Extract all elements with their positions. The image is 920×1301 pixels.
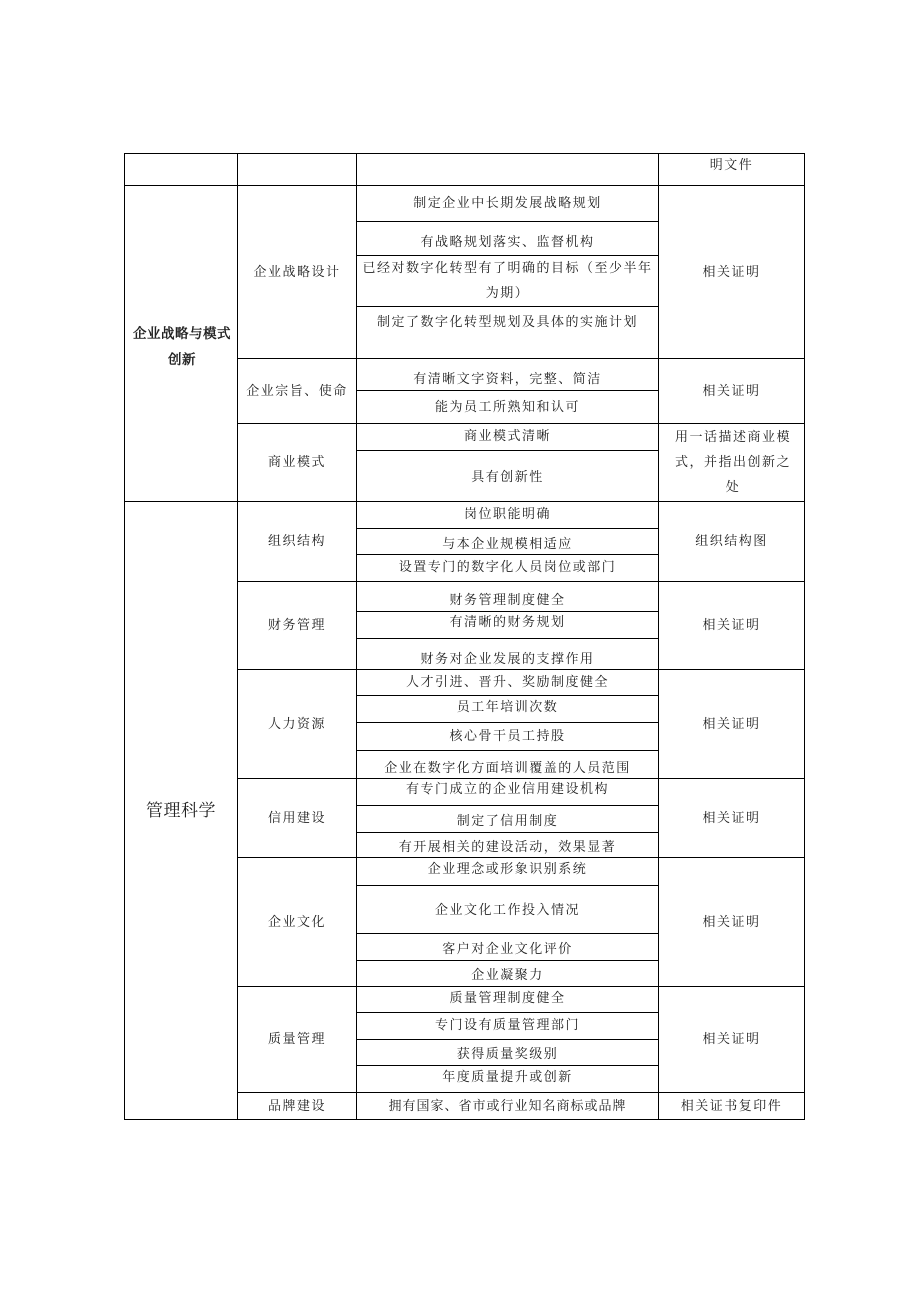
category-label: 管理科学 bbox=[146, 800, 216, 821]
criteria-item: 有清晰文字资料，完整、简洁 bbox=[413, 371, 602, 387]
criteria-item: 有专门成立的企业信用建设机构 bbox=[405, 781, 609, 797]
evidence-label: 用一话描述商业模式，并指出创新之处 bbox=[674, 430, 791, 495]
table-rule bbox=[356, 885, 659, 886]
criteria-item: 能为员工所熟知和认可 bbox=[434, 399, 580, 415]
criteria-item: 获得质量奖级别 bbox=[456, 1046, 559, 1062]
criteria-item: 有清晰的财务规划 bbox=[449, 614, 566, 630]
evidence-label: 相关证明 bbox=[702, 264, 761, 280]
table-rule bbox=[356, 450, 659, 451]
criteria-item: 客户对企业文化评价 bbox=[442, 941, 573, 957]
evidence-label: 相关证明 bbox=[702, 810, 761, 826]
table-rule bbox=[356, 695, 659, 696]
criteria-item: 企业理念或形象识别系统 bbox=[427, 861, 588, 877]
criteria-item: 专门设有质量管理部门 bbox=[434, 1017, 580, 1033]
criteria-item: 拥有国家、省市或行业知名商标或品牌 bbox=[388, 1098, 627, 1114]
table-rule bbox=[237, 358, 805, 359]
criteria-item: 商业模式清晰 bbox=[463, 428, 551, 444]
subcategory-label: 品牌建设 bbox=[267, 1098, 326, 1114]
criteria-item: 企业在数字化方面培训覆盖的人员范围 bbox=[384, 760, 631, 776]
table-rule bbox=[237, 857, 805, 858]
table-rule bbox=[237, 778, 805, 779]
criteria-item: 企业文化工作投入情况 bbox=[434, 902, 580, 918]
table-rule bbox=[356, 933, 659, 934]
criteria-item: 核心骨干员工持股 bbox=[449, 728, 566, 744]
subcategory-label: 信用建设 bbox=[267, 810, 326, 826]
category-label: 企业战略与模式创新 bbox=[133, 326, 231, 368]
table-rule bbox=[356, 528, 659, 529]
table-rule bbox=[124, 185, 805, 186]
table-rule bbox=[356, 390, 659, 391]
subcategory-label: 组织结构 bbox=[267, 534, 326, 549]
subcategory-label: 企业文化 bbox=[267, 914, 326, 930]
criteria-item: 与本企业规模相适应 bbox=[442, 536, 573, 552]
table-rule bbox=[356, 805, 659, 806]
subcategory-label: 质量管理 bbox=[267, 1032, 326, 1047]
subcategory-label: 财务管理 bbox=[267, 618, 326, 633]
criteria-item: 有战略规划落实、监督机构 bbox=[420, 235, 595, 250]
criteria-item: 岗位职能明确 bbox=[463, 506, 551, 522]
table-rule bbox=[237, 153, 238, 1120]
table-border bbox=[124, 1119, 805, 1120]
continuation-note: 明文件 bbox=[709, 157, 754, 173]
table-border bbox=[804, 153, 805, 1120]
table-border bbox=[124, 153, 125, 1120]
table-rule bbox=[237, 669, 805, 670]
criteria-item: 具有创新性 bbox=[471, 469, 544, 485]
table-rule bbox=[356, 554, 659, 555]
table-border bbox=[124, 153, 805, 154]
table-rule bbox=[658, 153, 659, 1120]
table-rule bbox=[356, 611, 659, 612]
criteria-item: 企业凝聚力 bbox=[471, 967, 544, 983]
evidence-label: 相关证明 bbox=[702, 914, 761, 930]
table-rule bbox=[356, 153, 357, 1120]
table-rule bbox=[356, 221, 659, 222]
criteria-item: 有开展相关的建设活动，效果显著 bbox=[398, 839, 617, 855]
subcategory-label: 商业模式 bbox=[267, 455, 326, 470]
table-rule bbox=[356, 255, 659, 256]
table-rule bbox=[356, 1039, 659, 1040]
table-rule bbox=[356, 960, 659, 961]
criteria-item: 已经对数字化转型有了明确的目标（至少半年为期） bbox=[362, 261, 653, 301]
table-rule bbox=[356, 722, 659, 723]
table-rule bbox=[124, 501, 805, 502]
table-rule bbox=[237, 1092, 805, 1093]
evidence-label: 相关证明 bbox=[702, 383, 761, 399]
subcategory-label: 企业战略设计 bbox=[253, 264, 341, 280]
table-rule bbox=[356, 306, 659, 307]
criteria-item: 财务管理制度健全 bbox=[449, 592, 566, 608]
criteria-item: 员工年培训次数 bbox=[456, 699, 559, 715]
evidence-label: 组织结构图 bbox=[695, 534, 768, 549]
table-rule bbox=[237, 423, 805, 424]
table-rule bbox=[356, 1065, 659, 1066]
table-rule bbox=[356, 638, 659, 639]
criteria-item: 制定了信用制度 bbox=[456, 813, 559, 829]
criteria-item: 制定了数字化转型规划及具体的实施计划 bbox=[376, 314, 638, 330]
evidence-label: 相关证明 bbox=[702, 1032, 761, 1047]
subcategory-label: 人力资源 bbox=[267, 716, 326, 732]
table-rule bbox=[237, 986, 805, 987]
table-rule bbox=[356, 750, 659, 751]
criteria-item: 设置专门的数字化人员岗位或部门 bbox=[398, 560, 617, 575]
table-rule bbox=[356, 832, 659, 833]
criteria-item: 年度质量提升或创新 bbox=[442, 1069, 573, 1085]
evidence-label: 相关证书复印件 bbox=[680, 1098, 783, 1114]
subcategory-label: 企业宗旨、使命 bbox=[246, 383, 348, 399]
evidence-label: 相关证明 bbox=[702, 618, 761, 633]
criteria-item: 制定企业中长期发展战略规划 bbox=[413, 196, 602, 211]
criteria-item: 财务对企业发展的支撑作用 bbox=[420, 651, 595, 667]
criteria-item: 质量管理制度健全 bbox=[449, 990, 566, 1006]
evidence-label: 相关证明 bbox=[702, 716, 761, 732]
criteria-item: 人才引进、晋升、奖励制度健全 bbox=[405, 674, 609, 690]
table-rule bbox=[237, 581, 805, 582]
table-rule bbox=[356, 1012, 659, 1013]
